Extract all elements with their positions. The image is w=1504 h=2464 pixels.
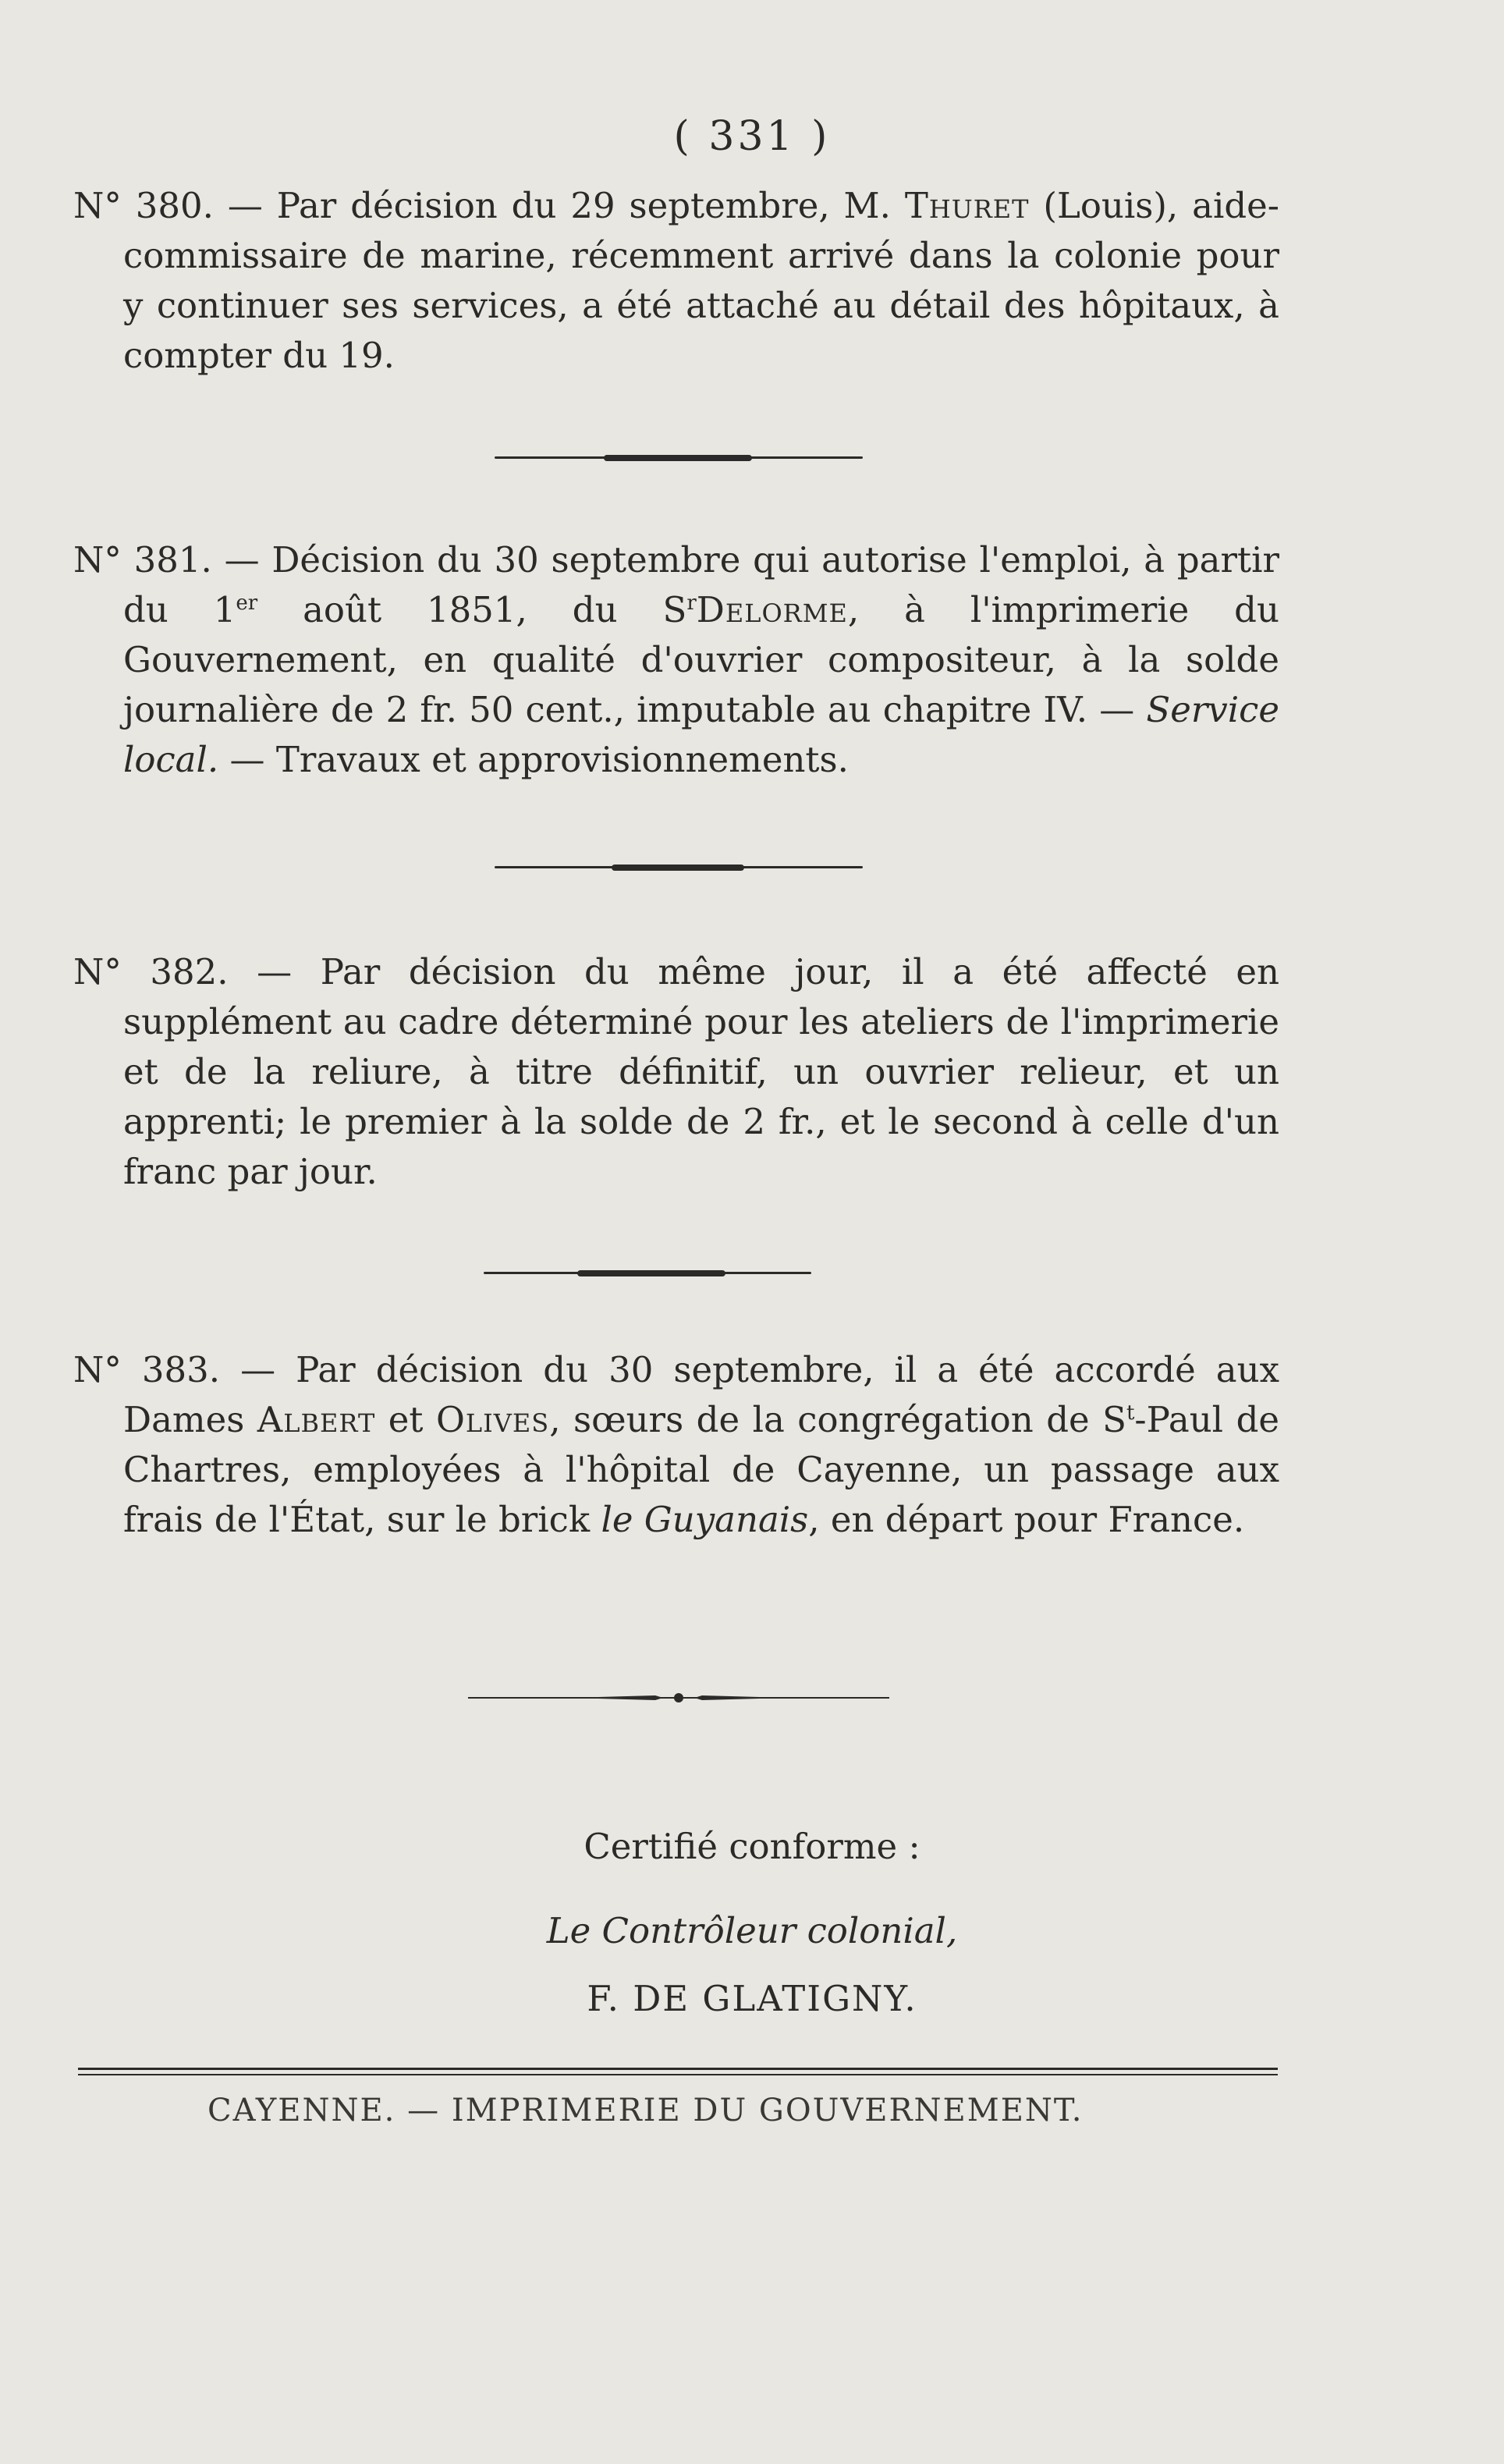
person-name: Albert bbox=[257, 1399, 376, 1440]
superscript: r bbox=[686, 591, 697, 615]
section-divider bbox=[484, 1272, 811, 1274]
entry-text: et bbox=[375, 1399, 436, 1440]
entry-382 bbox=[73, 947, 1279, 1197]
italic-text: Service local. bbox=[123, 689, 1279, 780]
superscript: er bbox=[236, 591, 258, 615]
entry-text: , à l'imprimerie du Gouvernement, en qualité d'ouvrier compositeur, à la solde journalière de 2 fr. 50 cent., imputable au chapitre IV. — bbox=[123, 589, 1279, 730]
entry-number: N° 381. bbox=[73, 539, 212, 580]
entry-text: — Décision du 30 septembre qui autorise l'emploi, à partir du 1 bbox=[123, 539, 1279, 630]
entry-text: (Louis), aide-commissaire de marine, récemment arrivé dans la colonie pour y continuer ses services, a été attaché au détail des hôpitaux, à compter du 19. bbox=[123, 185, 1279, 376]
entry-number: N° 380. bbox=[73, 185, 214, 226]
entry-text: — Travaux et approvisionnements. bbox=[218, 739, 849, 780]
entry-text: — Par décision du même jour, il a été affecté en supplément au cadre déterminé pour les ateliers de l'imprimerie et de la reliure, à titre définitif, un ouvrier relieur, et un apprenti; le premier à la solde de 2 fr., et le second à celle d'un franc par jour. bbox=[123, 951, 1280, 1192]
entry-381 bbox=[73, 535, 1279, 785]
section-divider bbox=[495, 456, 863, 459]
superscript: t bbox=[1126, 1401, 1135, 1425]
ornament-divider bbox=[468, 1693, 889, 1702]
entry-number: N° 382. bbox=[73, 951, 229, 992]
page-number: ( 331 ) bbox=[673, 113, 831, 160]
person-name: Thuret bbox=[904, 185, 1030, 226]
certified-text: Certifié conforme : bbox=[584, 1826, 920, 1867]
entry-text: — Par décision du 29 septembre, M. bbox=[213, 185, 905, 226]
italic-text: le Guyanais bbox=[601, 1499, 809, 1540]
entry-text: , en départ pour France. bbox=[808, 1499, 1245, 1540]
person-name: Olives bbox=[436, 1399, 550, 1440]
signatory-title: Le Contrôleur colonial, bbox=[546, 1910, 958, 1951]
entry-text: -Paul de Chartres, employées à l'hôpital de Cayenne, un passage aux frais de l'État, sur le brick bbox=[123, 1399, 1279, 1540]
footer-rule bbox=[78, 2068, 1278, 2077]
signatory-name: F. DE GLATIGNY. bbox=[587, 1978, 917, 2019]
entry-number: N° 383. bbox=[73, 1349, 221, 1390]
entry-380 bbox=[73, 181, 1279, 381]
entry-383 bbox=[73, 1345, 1279, 1545]
entry-text: août 1851, du S bbox=[257, 589, 687, 630]
entry-text: — Par décision du 30 septembre, il a été accordé aux Dames bbox=[123, 1349, 1279, 1440]
section-divider bbox=[495, 866, 863, 868]
entry-text: , sœurs de la congrégation de S bbox=[549, 1399, 1126, 1440]
printer-footer: CAYENNE. — IMPRIMERIE DU GOUVERNEMENT. bbox=[208, 2093, 1084, 2128]
person-name: Delorme bbox=[696, 589, 848, 630]
